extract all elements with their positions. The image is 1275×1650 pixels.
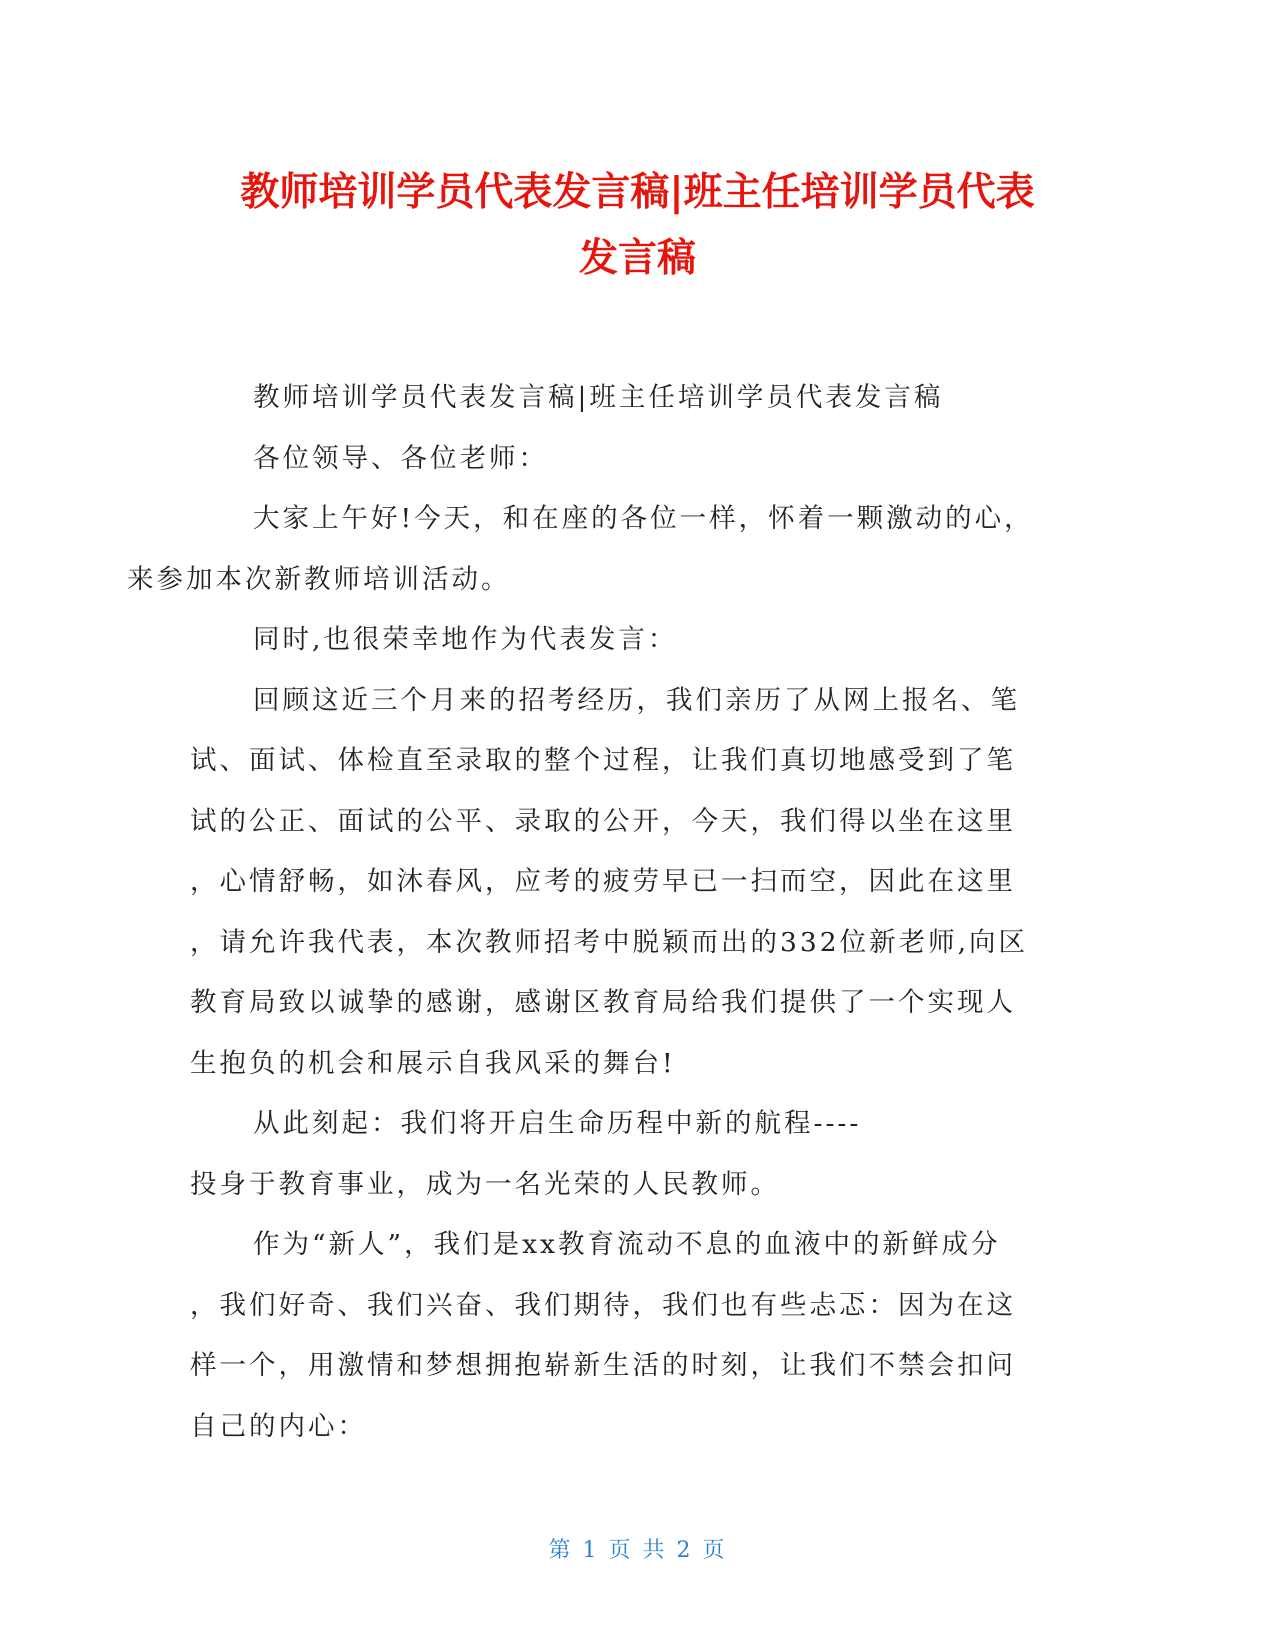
footer-page-mid: 页 [608, 1538, 633, 1563]
paragraph-line: 自己的内心： [190, 1410, 367, 1442]
paragraph-line: 试的公正、面试的公平、录取的公开，今天，我们得以坐在这里 [190, 805, 1016, 837]
paragraph-line: 教师培训学员代表发言稿|班主任培训学员代表发言稿 [253, 382, 944, 413]
document-title-line-1: 教师培训学员代表发言稿|班主任培训学员代表 [240, 170, 1035, 215]
paragraph-newcomers [190, 1215, 1060, 1457]
paragraph-line: 大家上午好!今天，和在座的各位一样，怀着一颗激动的心， [253, 503, 1034, 534]
document-title [150, 160, 1125, 292]
paragraph-line: ，心情舒畅，如沐春风，应考的疲劳早已一扫而空，因此在这里 [190, 866, 1016, 897]
document-body [127, 368, 1060, 1457]
paragraph-salutation [190, 429, 1060, 490]
paragraph-line: 投身于教育事业，成为一名光荣的人民教师。 [190, 1168, 780, 1200]
paragraph-line: ，我们好奇、我们兴奋、我们期待，我们也有些忐忑：因为在这 [190, 1289, 1016, 1321]
footer-page-suffix: 页 [702, 1538, 727, 1563]
document-title-line-2: 发言稿 [578, 236, 696, 281]
paragraph-new-journey [190, 1094, 1060, 1215]
paragraph-line: 样一个，用激情和梦想拥抱崭新生活的时刻，让我们不禁会扣问 [190, 1350, 1016, 1381]
paragraph-line: 来参加本次新教师培训活动。 [127, 563, 511, 595]
paragraph-line: 生抱负的机会和展示自我风采的舞台! [190, 1047, 676, 1079]
paragraph-line: 试、面试、体检直至录取的整个过程，让我们真切地感受到了笔 [190, 745, 1016, 776]
paragraph-line: 从此刻起：我们将开启生命历程中新的航程---- [253, 1108, 862, 1139]
paragraph-review [190, 671, 1060, 1095]
footer-current-page: 1 [582, 1538, 599, 1563]
paragraph-greeting [127, 489, 1060, 610]
paragraph-heading-repeat [190, 368, 1060, 429]
paragraph-line: 同时,也很荣幸地作为代表发言： [253, 624, 678, 655]
paragraph-line: 作为“新人”，我们是xx教育流动不息的血液中的新鲜成分 [253, 1229, 1001, 1260]
paragraph-line: 各位领导、各位老师： [253, 442, 548, 474]
page-footer [0, 1533, 1275, 1564]
paragraph-line: 回顾这近三个月来的招考经历，我们亲历了从网上报名、笔 [253, 684, 1020, 716]
paragraph-line: 教育局致以诚挚的感谢，感谢区教育局给我们提供了一个实现人 [190, 987, 1016, 1018]
paragraph-line: ，请允许我代表，本次教师招考中脱颖而出的332位新老师,向区 [190, 926, 1029, 958]
footer-total-pages: 2 [676, 1538, 693, 1563]
paragraph-honor [190, 610, 1060, 671]
footer-total-label: 共 [642, 1538, 667, 1563]
footer-page-prefix: 第 [548, 1538, 573, 1563]
